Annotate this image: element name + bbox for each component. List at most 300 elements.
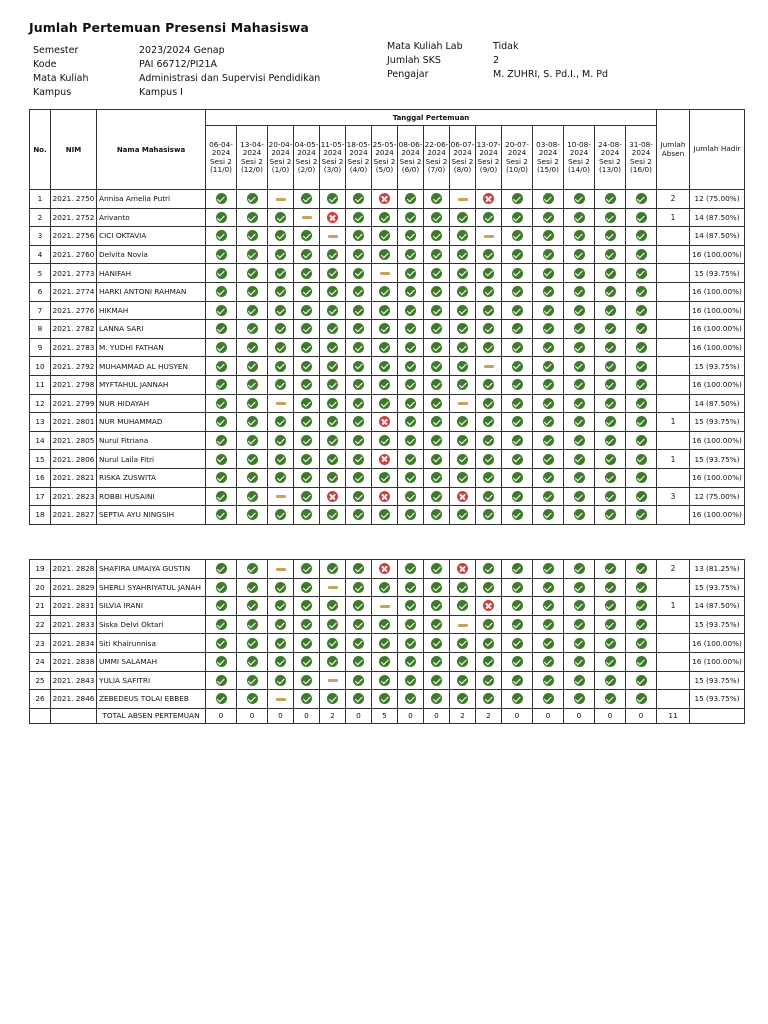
table-row — [30, 338, 745, 357]
attendance-cell — [626, 431, 657, 450]
table-row — [30, 394, 745, 413]
attendance-cell — [237, 375, 268, 394]
jumlah-absen: 3 — [657, 487, 690, 506]
check-icon — [483, 675, 494, 686]
attendance-cell — [268, 597, 294, 616]
student-nim: 2021. 2833 — [51, 615, 97, 634]
cross-icon — [327, 212, 338, 223]
attendance-cell — [476, 597, 502, 616]
check-icon — [405, 472, 416, 483]
attendance-cell — [424, 431, 450, 450]
check-icon — [405, 454, 416, 465]
row-number: 23 — [30, 634, 51, 653]
check-icon — [405, 600, 416, 611]
page-title: Jumlah Pertemuan Presensi Mahasiswa — [29, 20, 309, 35]
date-header: 03-08-2024 Sesi 2 (15/0) — [533, 126, 564, 190]
check-icon — [301, 675, 312, 686]
row-number: 26 — [30, 690, 51, 709]
jumlah-absen: 1 — [657, 413, 690, 432]
check-icon — [605, 361, 616, 372]
total-value: 2 — [450, 708, 476, 723]
date-header: 04-05-2024 Sesi 2 (2/0) — [294, 126, 320, 190]
student-nim: 2021. 2805 — [51, 431, 97, 450]
check-icon — [275, 342, 286, 353]
student-nim: 2021. 2774 — [51, 282, 97, 301]
attendance-cell — [320, 634, 346, 653]
attendance-cell — [206, 506, 237, 525]
dash-icon — [380, 272, 390, 275]
attendance-cell — [502, 671, 533, 690]
check-icon — [216, 342, 227, 353]
attendance-cell — [372, 671, 398, 690]
attendance-cell — [476, 487, 502, 506]
check-icon — [457, 286, 468, 297]
attendance-cell — [294, 615, 320, 634]
attendance-cell — [564, 394, 595, 413]
check-icon — [431, 379, 442, 390]
attendance-cell — [320, 338, 346, 357]
jumlah-hadir: 16 (100.00%) — [690, 468, 745, 487]
attendance-cell — [294, 320, 320, 339]
check-icon — [605, 638, 616, 649]
check-icon — [512, 193, 523, 204]
check-icon — [216, 212, 227, 223]
jumlah-absen — [657, 320, 690, 339]
attendance-cell — [372, 375, 398, 394]
check-icon — [431, 693, 442, 704]
check-icon — [483, 305, 494, 316]
attendance-cell — [476, 634, 502, 653]
date-header: 08-06-2024 Sesi 2 (6/0) — [398, 126, 424, 190]
check-icon — [512, 249, 523, 260]
jumlah-absen — [657, 431, 690, 450]
check-icon — [301, 509, 312, 520]
dash-icon — [380, 605, 390, 608]
check-icon — [636, 656, 647, 667]
attendance-cell — [237, 208, 268, 227]
check-icon — [457, 416, 468, 427]
dash-icon — [276, 698, 286, 701]
attendance-cell — [346, 190, 372, 209]
attendance-cell — [398, 357, 424, 376]
attendance-cell — [450, 245, 476, 264]
check-icon — [543, 230, 554, 241]
attendance-cell — [268, 450, 294, 469]
row-number: 5 — [30, 264, 51, 283]
info-value: M. ZUHRI, S. Pd.I., M. Pd — [493, 69, 608, 80]
check-icon — [457, 342, 468, 353]
attendance-cell — [268, 560, 294, 579]
check-icon — [543, 509, 554, 520]
check-icon — [512, 268, 523, 279]
attendance-cell — [294, 357, 320, 376]
attendance-cell — [372, 487, 398, 506]
attendance-cell — [237, 634, 268, 653]
check-icon — [379, 675, 390, 686]
jumlah-absen — [657, 615, 690, 634]
attendance-cell — [626, 190, 657, 209]
check-icon — [431, 656, 442, 667]
total-value: 0 — [294, 708, 320, 723]
check-icon — [483, 323, 494, 334]
attendance-cell — [398, 245, 424, 264]
jumlah-absen — [657, 375, 690, 394]
attendance-cell — [206, 320, 237, 339]
check-icon — [353, 509, 364, 520]
attendance-cell — [476, 671, 502, 690]
attendance-cell — [294, 338, 320, 357]
attendance-cell — [346, 264, 372, 283]
attendance-cell — [346, 413, 372, 432]
attendance-cell — [533, 208, 564, 227]
check-icon — [405, 268, 416, 279]
attendance-cell — [237, 560, 268, 579]
check-icon — [247, 286, 258, 297]
attendance-cell — [398, 468, 424, 487]
attendance-cell — [206, 338, 237, 357]
attendance-cell — [294, 506, 320, 525]
attendance-cell — [346, 431, 372, 450]
attendance-cell — [450, 487, 476, 506]
attendance-cell — [237, 690, 268, 709]
attendance-cell — [626, 301, 657, 320]
attendance-cell — [424, 578, 450, 597]
check-icon — [405, 416, 416, 427]
student-nim: 2021. 2776 — [51, 301, 97, 320]
check-icon — [457, 472, 468, 483]
check-icon — [247, 472, 258, 483]
check-icon — [574, 323, 585, 334]
jumlah-absen — [657, 338, 690, 357]
student-nim: 2021. 2838 — [51, 652, 97, 671]
check-icon — [605, 619, 616, 630]
check-icon — [636, 323, 647, 334]
check-icon — [327, 286, 338, 297]
attendance-cell — [424, 506, 450, 525]
check-icon — [275, 638, 286, 649]
check-icon — [605, 675, 616, 686]
attendance-cell — [372, 431, 398, 450]
student-name: Siska Delvi Oktari — [97, 615, 206, 634]
table-row — [30, 264, 745, 283]
date-header: 25-05-2024 Sesi 2 (5/0) — [372, 126, 398, 190]
attendance-cell — [533, 615, 564, 634]
check-icon — [483, 249, 494, 260]
check-icon — [405, 638, 416, 649]
check-icon — [353, 323, 364, 334]
attendance-cell — [294, 578, 320, 597]
attendance-cell — [626, 652, 657, 671]
attendance-cell — [320, 413, 346, 432]
table-row — [30, 634, 745, 653]
attendance-cell — [372, 450, 398, 469]
check-icon — [512, 342, 523, 353]
attendance-cell — [450, 320, 476, 339]
check-icon — [301, 582, 312, 593]
attendance-cell — [237, 487, 268, 506]
attendance-cell — [268, 578, 294, 597]
check-icon — [247, 379, 258, 390]
attendance-cell — [294, 560, 320, 579]
attendance-cell — [533, 245, 564, 264]
dash-icon — [328, 679, 338, 682]
attendance-cell — [398, 615, 424, 634]
student-name: YULIA SAFITRI — [97, 671, 206, 690]
attendance-cell — [372, 264, 398, 283]
cross-icon — [483, 193, 494, 204]
attendance-cell — [595, 431, 626, 450]
check-icon — [512, 454, 523, 465]
info-value: Tidak — [493, 41, 519, 52]
check-icon — [512, 435, 523, 446]
attendance-table-part-1 — [29, 109, 745, 525]
check-icon — [605, 230, 616, 241]
jumlah-hadir: 15 (93.75%) — [690, 450, 745, 469]
check-icon — [574, 268, 585, 279]
attendance-cell — [268, 468, 294, 487]
attendance-cell — [372, 301, 398, 320]
check-icon — [301, 563, 312, 574]
attendance-cell — [476, 282, 502, 301]
attendance-cell — [346, 468, 372, 487]
check-icon — [574, 249, 585, 260]
attendance-cell — [564, 597, 595, 616]
attendance-cell — [346, 597, 372, 616]
check-icon — [216, 472, 227, 483]
check-icon — [216, 249, 227, 260]
check-icon — [275, 454, 286, 465]
attendance-cell — [626, 578, 657, 597]
check-icon — [636, 454, 647, 465]
check-icon — [275, 305, 286, 316]
attendance-cell — [268, 338, 294, 357]
check-icon — [636, 693, 647, 704]
attendance-cell — [206, 431, 237, 450]
attendance-cell — [424, 338, 450, 357]
jumlah-hadir: 15 (93.75%) — [690, 690, 745, 709]
attendance-cell — [320, 450, 346, 469]
check-icon — [457, 675, 468, 686]
check-icon — [574, 193, 585, 204]
attendance-cell — [398, 375, 424, 394]
check-icon — [327, 249, 338, 260]
attendance-cell — [346, 615, 372, 634]
attendance-cell — [372, 615, 398, 634]
attendance-cell — [372, 338, 398, 357]
attendance-cell — [398, 282, 424, 301]
check-icon — [327, 379, 338, 390]
dash-icon — [484, 365, 494, 368]
jumlah-hadir: 15 (93.75%) — [690, 357, 745, 376]
check-icon — [247, 619, 258, 630]
attendance-cell — [424, 652, 450, 671]
table-row — [30, 431, 745, 450]
info-label: Kampus — [33, 87, 72, 98]
check-icon — [327, 193, 338, 204]
info-row-lab — [387, 40, 608, 54]
check-icon — [512, 600, 523, 611]
attendance-cell — [320, 301, 346, 320]
attendance-cell — [450, 190, 476, 209]
check-icon — [405, 675, 416, 686]
check-icon — [353, 230, 364, 241]
check-icon — [275, 582, 286, 593]
attendance-cell — [424, 615, 450, 634]
attendance-cell — [346, 338, 372, 357]
jumlah-hadir: 15 (93.75%) — [690, 578, 745, 597]
attendance-cell — [595, 578, 626, 597]
student-nim: 2021. 2827 — [51, 506, 97, 525]
attendance-cell — [206, 597, 237, 616]
check-icon — [543, 323, 554, 334]
check-icon — [512, 563, 523, 574]
attendance-cell — [626, 413, 657, 432]
jumlah-absen — [657, 245, 690, 264]
check-icon — [216, 563, 227, 574]
student-nim: 2021. 2752 — [51, 208, 97, 227]
info-label: Semester — [33, 45, 79, 56]
attendance-cell — [206, 394, 237, 413]
jumlah-hadir: 16 (100.00%) — [690, 282, 745, 301]
attendance-cell — [595, 450, 626, 469]
row-number: 2 — [30, 208, 51, 227]
check-icon — [301, 600, 312, 611]
check-icon — [301, 398, 312, 409]
jumlah-hadir: 16 (100.00%) — [690, 375, 745, 394]
check-icon — [431, 435, 442, 446]
attendance-cell — [564, 578, 595, 597]
attendance-cell — [294, 431, 320, 450]
attendance-cell — [424, 357, 450, 376]
attendance-cell — [398, 301, 424, 320]
attendance-cell — [450, 652, 476, 671]
attendance-cell — [268, 375, 294, 394]
check-icon — [275, 509, 286, 520]
check-icon — [301, 342, 312, 353]
cross-icon — [379, 491, 390, 502]
attendance-cell — [502, 208, 533, 227]
attendance-cell — [502, 227, 533, 246]
check-icon — [457, 454, 468, 465]
attendance-cell — [595, 634, 626, 653]
table-row — [30, 301, 745, 320]
total-value: 0 — [206, 708, 237, 723]
attendance-cell — [398, 634, 424, 653]
attendance-cell — [398, 264, 424, 283]
info-value: Kampus I — [139, 87, 183, 98]
check-icon — [457, 305, 468, 316]
attendance-cell — [424, 468, 450, 487]
attendance-cell — [320, 690, 346, 709]
cross-icon — [379, 193, 390, 204]
check-icon — [379, 582, 390, 593]
attendance-cell — [450, 282, 476, 301]
check-icon — [574, 563, 585, 574]
attendance-cell — [237, 301, 268, 320]
student-name: M. YUDHI FATHAN — [97, 338, 206, 357]
table-row — [30, 652, 745, 671]
check-icon — [216, 491, 227, 502]
attendance-cell — [237, 615, 268, 634]
attendance-cell — [268, 264, 294, 283]
check-icon — [431, 638, 442, 649]
attendance-cell — [268, 320, 294, 339]
attendance-cell — [450, 227, 476, 246]
check-icon — [543, 193, 554, 204]
check-icon — [483, 472, 494, 483]
jumlah-absen — [657, 690, 690, 709]
check-icon — [431, 416, 442, 427]
check-icon — [405, 693, 416, 704]
attendance-cell — [320, 671, 346, 690]
attendance-cell — [626, 338, 657, 357]
check-icon — [512, 491, 523, 502]
check-icon — [543, 675, 554, 686]
jumlah-hadir: 14 (87.50%) — [690, 208, 745, 227]
attendance-cell — [424, 375, 450, 394]
attendance-cell — [533, 394, 564, 413]
check-icon — [327, 600, 338, 611]
check-icon — [431, 472, 442, 483]
attendance-cell — [564, 487, 595, 506]
attendance-cell — [372, 245, 398, 264]
cross-icon — [379, 416, 390, 427]
student-nim: 2021. 2773 — [51, 264, 97, 283]
check-icon — [353, 582, 364, 593]
check-icon — [247, 656, 258, 667]
attendance-cell — [595, 560, 626, 579]
student-name: UMMI SALAMAH — [97, 652, 206, 671]
check-icon — [543, 361, 554, 372]
attendance-cell — [533, 560, 564, 579]
attendance-cell — [206, 208, 237, 227]
attendance-cell — [502, 450, 533, 469]
check-icon — [483, 435, 494, 446]
check-icon — [216, 675, 227, 686]
total-empty — [690, 708, 745, 723]
attendance-cell — [372, 468, 398, 487]
attendance-cell — [595, 690, 626, 709]
jumlah-absen — [657, 301, 690, 320]
check-icon — [457, 600, 468, 611]
check-icon — [353, 563, 364, 574]
header-jumlah-absen: Jumlah Absen — [657, 110, 690, 190]
check-icon — [247, 454, 258, 465]
attendance-cell — [268, 301, 294, 320]
check-icon — [636, 491, 647, 502]
attendance-cell — [424, 487, 450, 506]
check-icon — [574, 619, 585, 630]
attendance-cell — [206, 301, 237, 320]
student-name: HANIFAH — [97, 264, 206, 283]
attendance-cell — [595, 320, 626, 339]
attendance-cell — [398, 208, 424, 227]
total-value: 0 — [626, 708, 657, 723]
attendance-cell — [595, 413, 626, 432]
attendance-cell — [533, 468, 564, 487]
check-icon — [353, 379, 364, 390]
total-value: 0 — [398, 708, 424, 723]
attendance-cell — [372, 413, 398, 432]
attendance-cell — [294, 190, 320, 209]
attendance-cell — [595, 357, 626, 376]
attendance-cell — [206, 450, 237, 469]
attendance-cell — [346, 671, 372, 690]
check-icon — [574, 398, 585, 409]
check-icon — [574, 342, 585, 353]
check-icon — [301, 454, 312, 465]
row-number: 20 — [30, 578, 51, 597]
